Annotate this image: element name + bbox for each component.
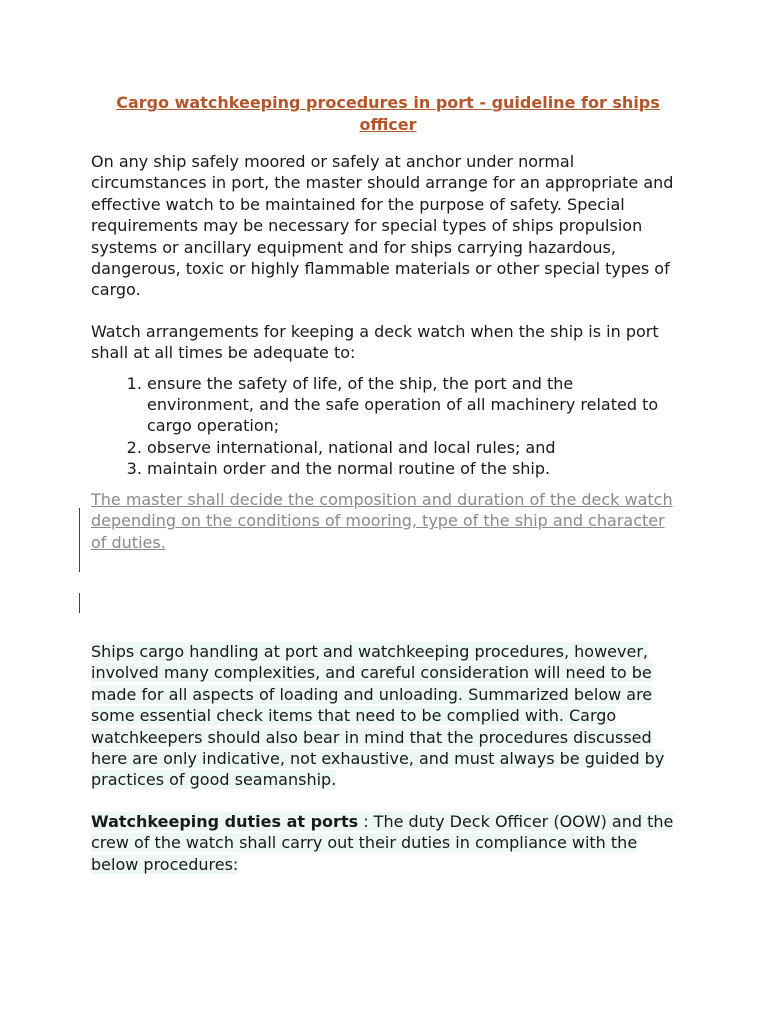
duties-list [91, 373, 681, 480]
text-cursor [79, 593, 80, 613]
duties-at-ports-text: : The duty Deck Officer (OOW) and the crew of the watch shall carry out their duties in compliance with the below procedures: [91, 811, 674, 874]
document-page [91, 92, 681, 875]
master-quote-text[interactable]: The master shall decide the composition and duration of the deck watch depending on the conditions of mooring, type of the ship and character of duties. [91, 489, 673, 552]
duties-at-ports-heading: Watchkeeping duties at ports [91, 811, 359, 831]
document-title: Cargo watchkeeping procedures in port - guideline for ships officer [116, 93, 660, 134]
master-quote [91, 489, 681, 553]
duties-at-ports-paragraph [91, 811, 681, 875]
list-item: 2. observe international, national and local rules; and [147, 437, 681, 458]
cargo-handling-text: Ships cargo handling at port and watchkeeping procedures, however, involved many complexities, and careful consideration will need to be made for all aspects of loading and unloading. Summarized below are some essential check items that need to be complied with. Cargo watchkeepers should also bear in mind that the procedures discussed here are only indicative, not exhaustive, and must always be guided by practices of good seamanship. [91, 641, 665, 790]
quote-margin-bar [79, 508, 80, 572]
list-item: 3. maintain order and the normal routine of the ship. [147, 458, 681, 479]
cargo-handling-paragraph [91, 641, 681, 791]
list-item: 1. ensure the safety of life, of the ship, the port and the environment, and the safe operation of all machinery related to cargo operation; [147, 373, 681, 437]
intro-paragraph: On any ship safely moored or safely at anchor under normal circumstances in port, the master should arrange for an appropriate and effective watch to be maintained for the purpose of safety. Special requirements may be necessary for special types of ships propulsion systems or ancillary equipment and for ships carrying hazardous, dangerous, toxic or highly flammable materials or other special types of cargo. [91, 152, 674, 300]
watch-arrangements-paragraph: Watch arrangements for keeping a deck watch when the ship is in port shall at all times be adequate to: [91, 321, 659, 363]
